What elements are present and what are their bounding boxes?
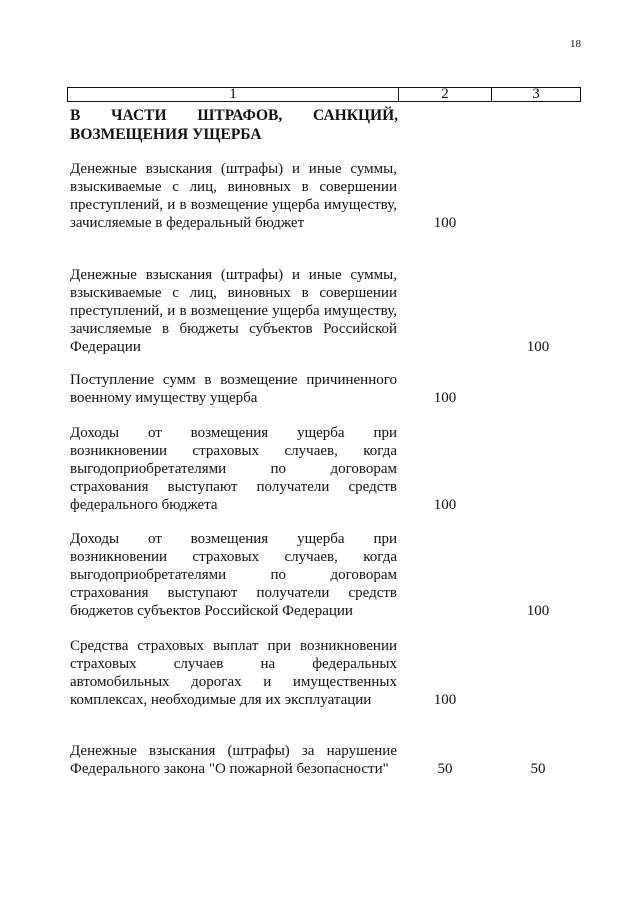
federal-budget-value: 50 bbox=[437, 761, 453, 777]
column-header-2: 2 bbox=[399, 88, 492, 101]
federal-budget-value: 100 bbox=[433, 390, 457, 406]
regional-budget-value: 100 bbox=[526, 339, 550, 355]
row-description: Доходы от возмещения ущерба при возникновении страховых случаев, когда выгодоприобретателями по договорам страхования выступают получатели средств бюджетов субъектов Российской Федерации bbox=[70, 531, 397, 619]
section-heading-line-1: В ЧАСТИ ШТРАФОВ, САНКЦИЙ, bbox=[70, 107, 398, 124]
federal-budget-value: 100 bbox=[433, 692, 457, 708]
column-header-row bbox=[67, 87, 581, 102]
row-description: Денежные взыскания (штрафы) и иные суммы, взыскиваемые с лиц, виновных в совершении преступлений, и в возмещение ущерба имуществу, зачисляемые в федеральный бюджет bbox=[70, 161, 397, 231]
regional-budget-value: 100 bbox=[526, 603, 550, 619]
section-heading-line-2: ВОЗМЕЩЕНИЯ УЩЕРБА bbox=[70, 126, 262, 143]
section-heading bbox=[70, 106, 398, 144]
row-description: Поступление сумм в возмещение причиненного военному имуществу ущерба bbox=[70, 372, 397, 406]
row-description: Доходы от возмещения ущерба при возникновении страховых случаев, когда выгодоприобретателями по договорам страхования выступают получатели средств федерального бюджета bbox=[70, 425, 397, 513]
table-row bbox=[70, 160, 585, 232]
table-row bbox=[70, 266, 585, 356]
table-row bbox=[70, 637, 585, 709]
federal-budget-value: 100 bbox=[433, 497, 457, 513]
table-row bbox=[70, 424, 585, 514]
table-row bbox=[70, 742, 585, 778]
row-description: Средства страховых выплат при возникновении страховых случаев на федеральных автомобильных дорогах и имущественных комплексах, необходимые для их эксплуатации bbox=[70, 638, 397, 708]
row-description: Денежные взыскания (штрафы) и иные суммы, взыскиваемые с лиц, виновных в совершении преступлений, и в возмещение ущерба имуществу, зачисляемые в бюджеты субъектов Российской Федерации bbox=[70, 267, 397, 355]
table-row bbox=[70, 530, 585, 620]
regional-budget-value: 50 bbox=[530, 761, 546, 777]
page-number: 18 bbox=[570, 38, 581, 50]
column-header-3: 3 bbox=[532, 86, 540, 102]
federal-budget-value: 100 bbox=[433, 215, 457, 231]
row-description: Денежные взыскания (штрафы) за нарушение Федерального закона "О пожарной безопасности" bbox=[70, 743, 397, 777]
column-header-1: 1 bbox=[68, 88, 399, 101]
table-row bbox=[70, 371, 585, 407]
